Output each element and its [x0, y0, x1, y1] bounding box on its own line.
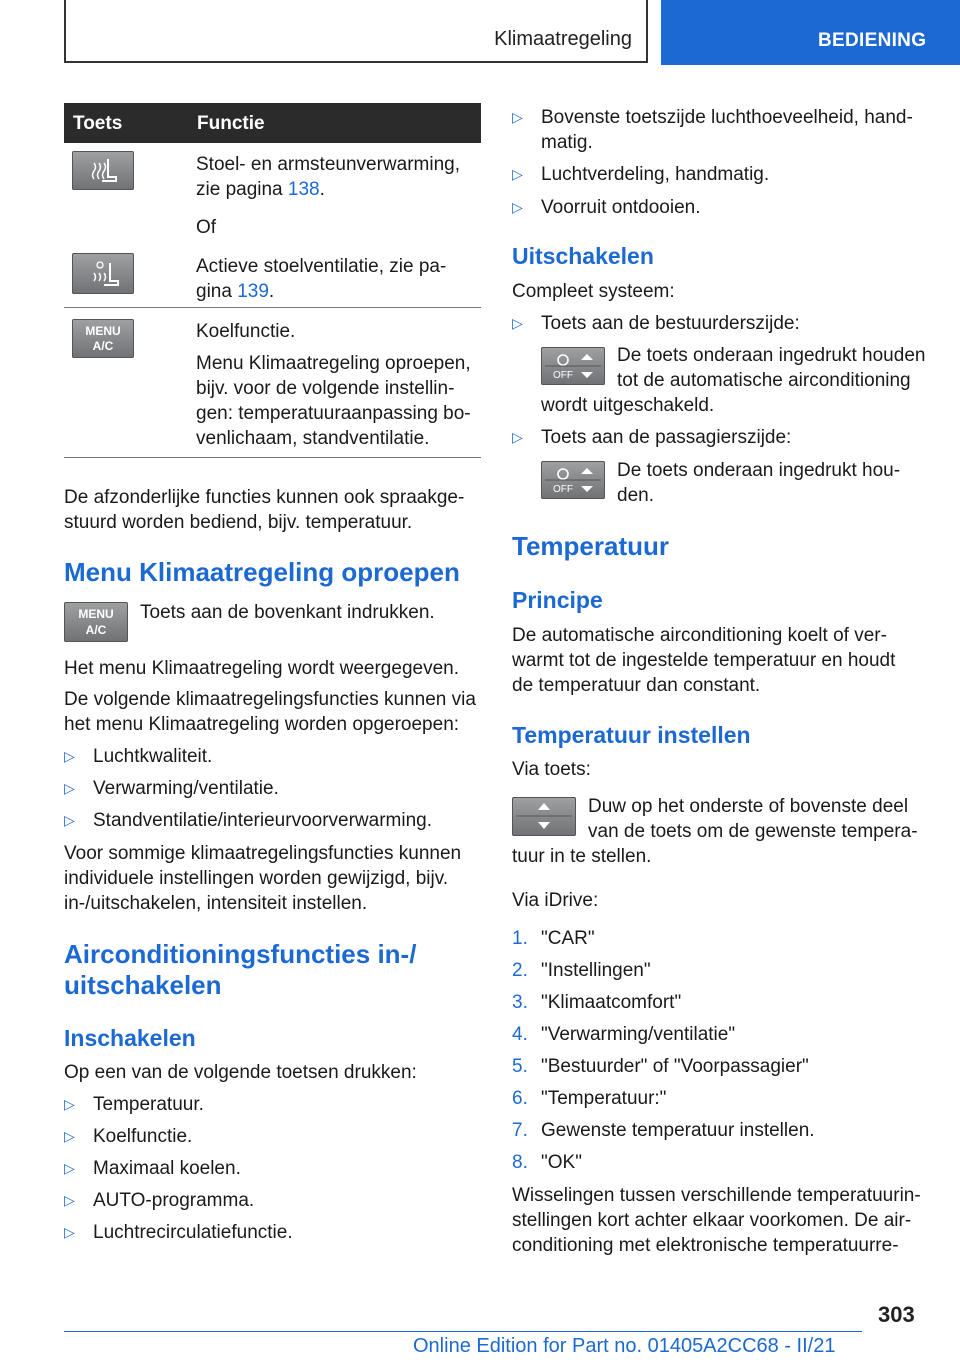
- key-desc-2: tuur in te stellen.: [512, 846, 652, 867]
- final-paragraph: Wisselingen tussen verschillende temperatuurin- stellingen kort achter elkaar voorkomen. De air- conditioning met elektronische temperatuurre-: [512, 1185, 921, 1256]
- via-idrive-text: Via iDrive:: [512, 890, 599, 911]
- heading-switch-on: Inschakelen: [64, 1025, 196, 1051]
- row3-title: Koelfunctie.: [196, 321, 296, 342]
- footer-edition: Online Edition for Part no. 01405A2CC68 - II/21: [413, 1335, 836, 1357]
- table-divider: [64, 307, 481, 308]
- heading-set-temperature: Temperatuur instellen: [512, 722, 751, 748]
- menu-paragraph-1: Het menu Klimaatregeling wordt weergegeven.: [64, 658, 459, 679]
- row1-text: Stoel- en armsteunverwarming, zie pagina 138.: [196, 154, 460, 200]
- chapter-tab: [661, 0, 960, 65]
- heading-switch-off: Uitschakelen: [512, 243, 654, 269]
- page-link-138[interactable]: 138: [287, 179, 320, 200]
- principle-paragraph: De automatische airconditioning koelt of ver- warmt tot de ingestelde temperatuur en houdt de temperatuur dan constant.: [512, 625, 896, 696]
- menu-ac-icon: MENU A/C: [64, 602, 128, 642]
- key-desc-1: Duw op het onderste of bovenste deel van de toets om de gewenste tempera-: [588, 796, 918, 842]
- footer-rule: [64, 1331, 862, 1332]
- temperature-updown-icon: [512, 797, 576, 836]
- table-col-function: Functie: [197, 113, 265, 134]
- page-link-139[interactable]: 139: [237, 281, 269, 302]
- table-bottom-rule: [64, 457, 481, 458]
- fan-off-icon: OFF: [541, 347, 605, 385]
- seat-heating-icon: [72, 151, 134, 190]
- fan-off-icon: OFF: [541, 461, 605, 499]
- via-key-text: Via toets:: [512, 759, 591, 780]
- intro-paragraph: De afzonderlijke functies kunnen ook spraakge- stuurd worden bediend, bijv. temperatuur.: [64, 487, 465, 533]
- or-text: Of: [196, 217, 217, 238]
- seat-ventilation-icon: [72, 253, 134, 294]
- driver-desc-2: wordt uitgeschakeld.: [541, 395, 715, 416]
- header-bar: [64, 0, 648, 63]
- heading-ac-functions: Airconditioningsfuncties in-/ uitschakelen: [64, 939, 417, 1000]
- passenger-desc: De toets onderaan ingedrukt hou- den.: [617, 460, 901, 506]
- row2-text: Actieve stoelventilatie, zie pa- gina 139.: [196, 256, 447, 302]
- menu-button-text: Toets aan de bovenkant indrukken.: [140, 602, 435, 623]
- switch-on-text: Op een van de volgende toetsen drukken:: [64, 1062, 417, 1083]
- table-header: [64, 103, 481, 143]
- menu-ac-icon: MENU A/C: [72, 319, 134, 358]
- section-title: Klimaatregeling: [494, 28, 632, 50]
- heading-principle: Principe: [512, 587, 603, 613]
- heading-menu-climate: Menu Klimaatregeling oproepen: [64, 557, 460, 587]
- chapter-title: BEDIENING: [818, 30, 927, 51]
- table-col-key: Toets: [73, 113, 123, 134]
- row3-desc: Menu Klimaatregeling oproepen, bijv. voor de volgende instellin- gen: temperatuuraanpassing bo- venlichaam, standventilatie.: [196, 353, 471, 449]
- driver-desc-1: De toets onderaan ingedrukt houden tot de automatische airconditioning: [617, 345, 926, 391]
- switch-off-text: Compleet systeem:: [512, 281, 675, 302]
- page-number: 303: [878, 1302, 915, 1327]
- menu-paragraph-2: De volgende klimaatregelingsfuncties kunnen via het menu Klimaatregeling worden opgeroepen:: [64, 689, 476, 735]
- heading-temperature: Temperatuur: [512, 531, 669, 561]
- menu-paragraph-3: Voor sommige klimaatregelingsfuncties kunnen individuele instellingen worden gewijzigd, bijv. in-/uitschakelen, intensiteit instellen.: [64, 843, 462, 914]
